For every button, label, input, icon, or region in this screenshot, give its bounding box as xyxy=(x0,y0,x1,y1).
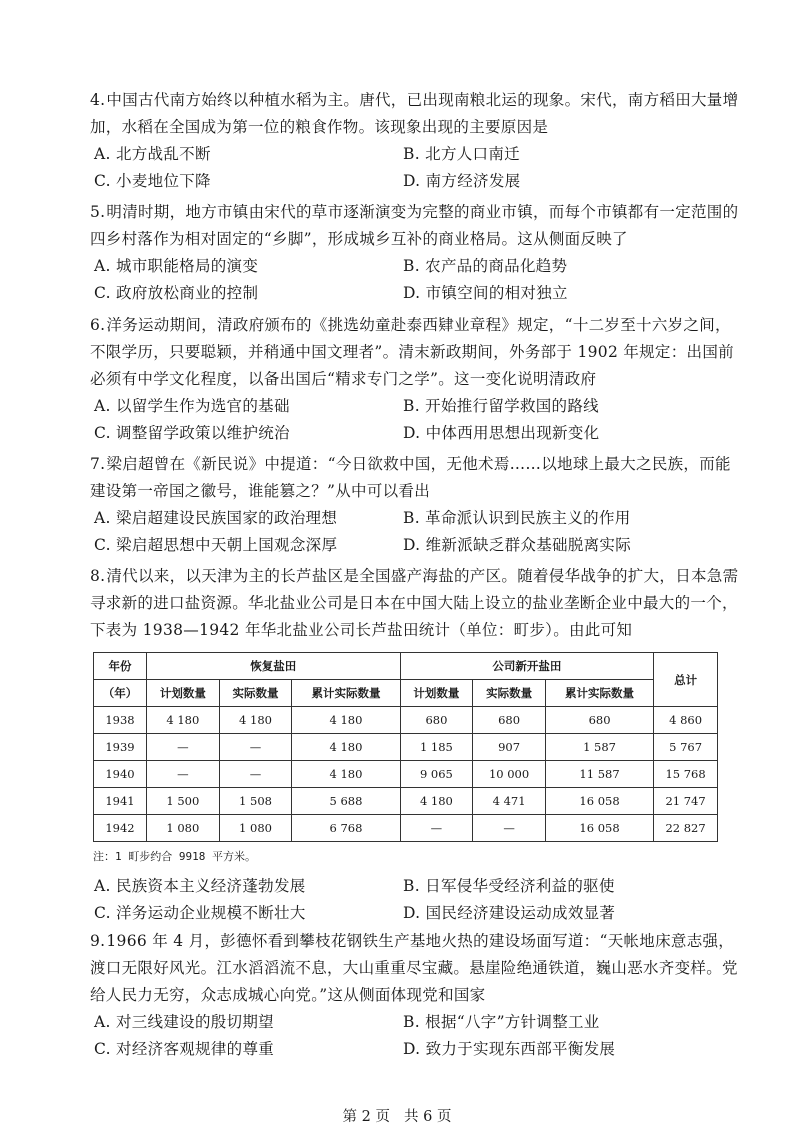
table-cell: 4 180 xyxy=(292,707,400,734)
option-c: C. 调整留学政策以维护统治 xyxy=(94,424,290,442)
question-number: 9. xyxy=(90,932,106,950)
option-c: C. 梁启超思想中天朝上国观念深厚 xyxy=(94,536,338,554)
header-restored-fields: 恢复盐田 xyxy=(147,653,401,680)
question-6 xyxy=(90,312,740,447)
question-text: 1966 年 4 月，彭德怀看到攀枝花钢铁生产基地火热的建设场面写道：“天帐地床意志强，渡口无限好风光。江水滔滔流不息，大山重重尽宝藏。悬崖险绝通铁道，巍山恶水齐变样。党给人民力无穷，众志成城心向党。”这从侧面体现党和国家 xyxy=(90,932,738,1004)
salt-field-table xyxy=(93,652,718,842)
table-cell: 680 xyxy=(545,707,653,734)
header-year: 年份 xyxy=(94,653,147,680)
table-row xyxy=(94,707,718,734)
question-stem xyxy=(90,928,740,1009)
question-number: 5. xyxy=(90,203,106,221)
table-cell: 1940 xyxy=(94,761,147,788)
table-cell: 1938 xyxy=(94,707,147,734)
question-number: 7. xyxy=(90,455,106,473)
options xyxy=(90,1009,740,1063)
question-number: 8. xyxy=(90,567,106,585)
option-a: A. 以留学生作为选官的基础 xyxy=(94,397,290,415)
options xyxy=(90,505,740,559)
question-7 xyxy=(90,451,740,559)
question-stem xyxy=(90,563,740,644)
table-cell: 6 768 xyxy=(292,815,400,842)
question-5 xyxy=(90,199,740,307)
option-a: A. 梁启超建设民族国家的政治理想 xyxy=(94,509,338,527)
option-b: B. 革命派认识到民族主义的作用 xyxy=(403,509,631,527)
options xyxy=(90,873,740,927)
question-9 xyxy=(90,928,740,1063)
option-b: B. 开始推行留学救国的路线 xyxy=(403,397,599,415)
question-text: 明清时期，地方市镇由宋代的草市逐渐演变为完整的商业市镇，而每个市镇都有一定范围的四乡村落作为相对固定的“乡脚”，形成城乡互补的商业格局。这从侧面反映了 xyxy=(90,203,739,248)
table-cell: 680 xyxy=(473,707,546,734)
table-cell: — xyxy=(147,761,220,788)
option-d: D. 市镇空间的相对独立 xyxy=(403,284,568,302)
table-cell: 1 587 xyxy=(545,734,653,761)
table-cell: 4 180 xyxy=(292,761,400,788)
table-cell: 1 080 xyxy=(219,815,292,842)
question-stem xyxy=(90,451,740,505)
header-actual: 实际数量 xyxy=(473,680,546,707)
option-b: B. 根据“八字”方针调整工业 xyxy=(403,1013,600,1031)
header-cumulative: 累计实际数量 xyxy=(545,680,653,707)
table-cell: — xyxy=(400,815,473,842)
table-cell: 5 767 xyxy=(654,734,718,761)
header-planned: 计划数量 xyxy=(400,680,473,707)
table-cell: — xyxy=(219,734,292,761)
option-d: D. 中体西用思想出现新变化 xyxy=(403,424,600,442)
option-d: D. 维新派缺乏群众基础脱离实际 xyxy=(403,536,632,554)
table-cell: — xyxy=(219,761,292,788)
header-total: 总计 xyxy=(654,653,718,707)
question-8 xyxy=(90,563,740,644)
table-cell: 4 860 xyxy=(654,707,718,734)
table-cell: 9 065 xyxy=(400,761,473,788)
option-c: C. 对经济客观规律的尊重 xyxy=(94,1040,275,1058)
options xyxy=(90,141,740,195)
table-cell: 10 000 xyxy=(473,761,546,788)
page-total: 共 6 页 xyxy=(404,1109,452,1125)
page-footer xyxy=(0,1105,794,1126)
table-cell: 4 180 xyxy=(292,734,400,761)
table-cell: 4 180 xyxy=(147,707,220,734)
table-cell: 1939 xyxy=(94,734,147,761)
header-planned: 计划数量 xyxy=(147,680,220,707)
table-cell: 11 587 xyxy=(545,761,653,788)
option-d: D. 南方经济发展 xyxy=(403,172,521,190)
options xyxy=(90,253,740,307)
table-row xyxy=(94,788,718,815)
option-b: B. 日军侵华受经济利益的驱使 xyxy=(403,877,615,895)
option-c: C. 政府放松商业的控制 xyxy=(94,284,259,302)
table-cell: 5 688 xyxy=(292,788,400,815)
option-a: A. 对三线建设的殷切期望 xyxy=(94,1013,274,1031)
option-d: D. 致力于实现东西部平衡发展 xyxy=(403,1040,616,1058)
table-row xyxy=(94,815,718,842)
table-cell: 680 xyxy=(400,707,473,734)
table-cell: 1 500 xyxy=(147,788,220,815)
table-cell: 1941 xyxy=(94,788,147,815)
table-cell: 1 508 xyxy=(219,788,292,815)
header-cumulative: 累计实际数量 xyxy=(292,680,400,707)
table-cell: 1 080 xyxy=(147,815,220,842)
options xyxy=(90,393,740,447)
option-d: D. 国民经济建设运动成效显著 xyxy=(403,904,616,922)
table-cell: 4 180 xyxy=(219,707,292,734)
question-4 xyxy=(90,87,740,195)
table-cell: 16 058 xyxy=(545,788,653,815)
question-stem xyxy=(90,87,740,141)
question-text: 清代以来，以天津为主的长芦盐区是全国盛产海盐的产区。随着侵华战争的扩大，日本急需寻求新的进口盐资源。华北盐业公司是日本在中国大陆上设立的盐业垄断企业中最大的一个，下表为 1938—1942 年华北盐业公司长芦盐田统计（单位：町步）。由此可知 xyxy=(90,567,739,639)
question-stem xyxy=(90,312,740,393)
table-cell: 1 185 xyxy=(400,734,473,761)
question-stem xyxy=(90,199,740,253)
header-new-fields: 公司新开盐田 xyxy=(400,653,654,680)
option-b: B. 北方人口南迁 xyxy=(403,145,520,163)
question-text: 中国古代南方始终以种植水稻为主。唐代，已出现南粮北运的现象。宋代，南方稻田大量增加，水稻在全国成为第一位的粮食作物。该现象出现的主要原因是 xyxy=(90,91,739,136)
table-cell: 4 180 xyxy=(400,788,473,815)
table-cell: 15 768 xyxy=(654,761,718,788)
table-cell: 22 827 xyxy=(654,815,718,842)
option-a: A. 北方战乱不断 xyxy=(94,145,211,163)
table-cell: 16 058 xyxy=(545,815,653,842)
table-cell: 21 747 xyxy=(654,788,718,815)
question-number: 4. xyxy=(90,91,106,109)
table-cell: 1942 xyxy=(94,815,147,842)
question-number: 6. xyxy=(90,316,106,334)
table-cell: — xyxy=(147,734,220,761)
table-row xyxy=(94,761,718,788)
table-cell: 4 471 xyxy=(473,788,546,815)
option-a: A. 民族资本主义经济蓬勃发展 xyxy=(94,877,306,895)
question-text: 梁启超曾在《新民说》中提道：“今日欲救中国，无他术焉……以地球上最大之民族，而能建设第一帝国之徽号，谁能篡之？”从中可以看出 xyxy=(90,455,731,500)
option-a: A. 城市职能格局的演变 xyxy=(94,257,259,275)
header-year-unit: （年） xyxy=(94,680,147,707)
option-c: C. 小麦地位下降 xyxy=(94,172,211,190)
table-note: 注：1 町步约合 9918 平方米。 xyxy=(93,850,256,863)
header-actual: 实际数量 xyxy=(219,680,292,707)
page-number: 第 2 页 xyxy=(342,1109,390,1125)
table-cell: — xyxy=(473,815,546,842)
table-cell: 907 xyxy=(473,734,546,761)
option-b: B. 农产品的商品化趋势 xyxy=(403,257,568,275)
question-text: 洋务运动期间，清政府颁布的《挑选幼童赴泰西肄业章程》规定，“十二岁至十六岁之间，不限学历，只要聪颖，并稍通中国文理者”。清末新政期间，外务部于 1902 年规定：出国前必须有中学文化程度，以备出国后“精求专门之学”。这一变化说明清政府 xyxy=(90,316,734,388)
option-c: C. 洋务运动企业规模不断壮大 xyxy=(94,904,306,922)
question-8-options xyxy=(90,873,740,927)
table-row xyxy=(94,734,718,761)
